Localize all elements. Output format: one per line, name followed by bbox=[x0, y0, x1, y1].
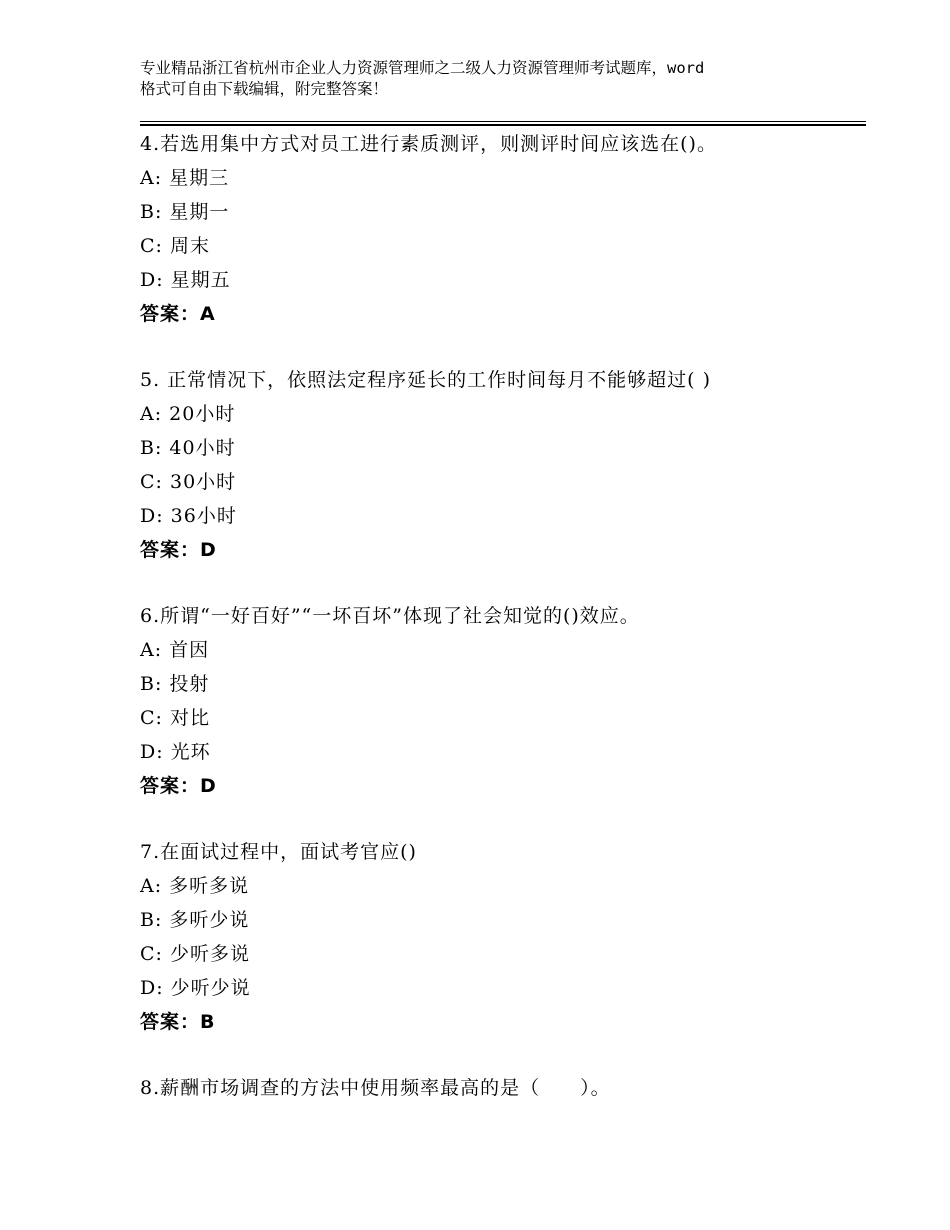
option-c: C: 30小时 bbox=[140, 471, 237, 493]
option-a: A: 首因 bbox=[140, 639, 210, 661]
header-line-1: 专业精品浙江省杭州市企业人力资源管理师之二级人力资源管理师考试题库，word bbox=[140, 59, 705, 77]
option-d: D: 36小时 bbox=[140, 505, 237, 527]
question-stem: 8.薪酬市场调查的方法中使用频率最高的是（ ）。 bbox=[140, 1077, 611, 1099]
option-d: D: 星期五 bbox=[140, 269, 231, 291]
option-a: A: 20小时 bbox=[140, 403, 236, 425]
option-d: D: 光环 bbox=[140, 741, 211, 763]
option-b: B: 多听少说 bbox=[140, 909, 250, 931]
answer-label: 答案：D bbox=[140, 775, 217, 797]
question-stem: 7.在面试过程中，面试考官应() bbox=[140, 841, 417, 863]
question-8 bbox=[140, 1071, 866, 1105]
question-stem: 5. 正常情况下，依照法定程序延长的工作时间每月不能够超过( ) bbox=[140, 369, 712, 391]
option-c: C: 少听多说 bbox=[140, 943, 250, 965]
question-6 bbox=[140, 599, 866, 803]
option-b: B: 40小时 bbox=[140, 437, 236, 459]
answer-label: 答案：D bbox=[140, 539, 217, 561]
document-header bbox=[140, 58, 830, 100]
option-b: B: 投射 bbox=[140, 673, 210, 695]
option-c: C: 对比 bbox=[140, 707, 210, 729]
answer-label: 答案：A bbox=[140, 303, 216, 325]
option-b: B: 星期一 bbox=[140, 201, 230, 223]
option-a: A: 星期三 bbox=[140, 167, 230, 189]
question-stem: 6.所谓“一好百好”“一坏百坏”体现了社会知觉的()效应。 bbox=[140, 605, 640, 627]
option-a: A: 多听多说 bbox=[140, 875, 250, 897]
header-divider-thin bbox=[140, 121, 866, 122]
answer-label: 答案：B bbox=[140, 1011, 216, 1033]
header-divider-thick bbox=[140, 124, 866, 126]
question-5 bbox=[140, 363, 866, 567]
option-d: D: 少听少说 bbox=[140, 977, 251, 999]
question-7 bbox=[140, 835, 866, 1039]
question-stem: 4.若选用集中方式对员工进行素质测评，则测评时间应该选在()。 bbox=[140, 133, 717, 155]
question-list bbox=[140, 127, 866, 1137]
header-line-2: 格式可自由下载编辑，附完整答案！ bbox=[140, 80, 389, 98]
option-c: C: 周末 bbox=[140, 235, 210, 257]
question-4 bbox=[140, 127, 866, 331]
